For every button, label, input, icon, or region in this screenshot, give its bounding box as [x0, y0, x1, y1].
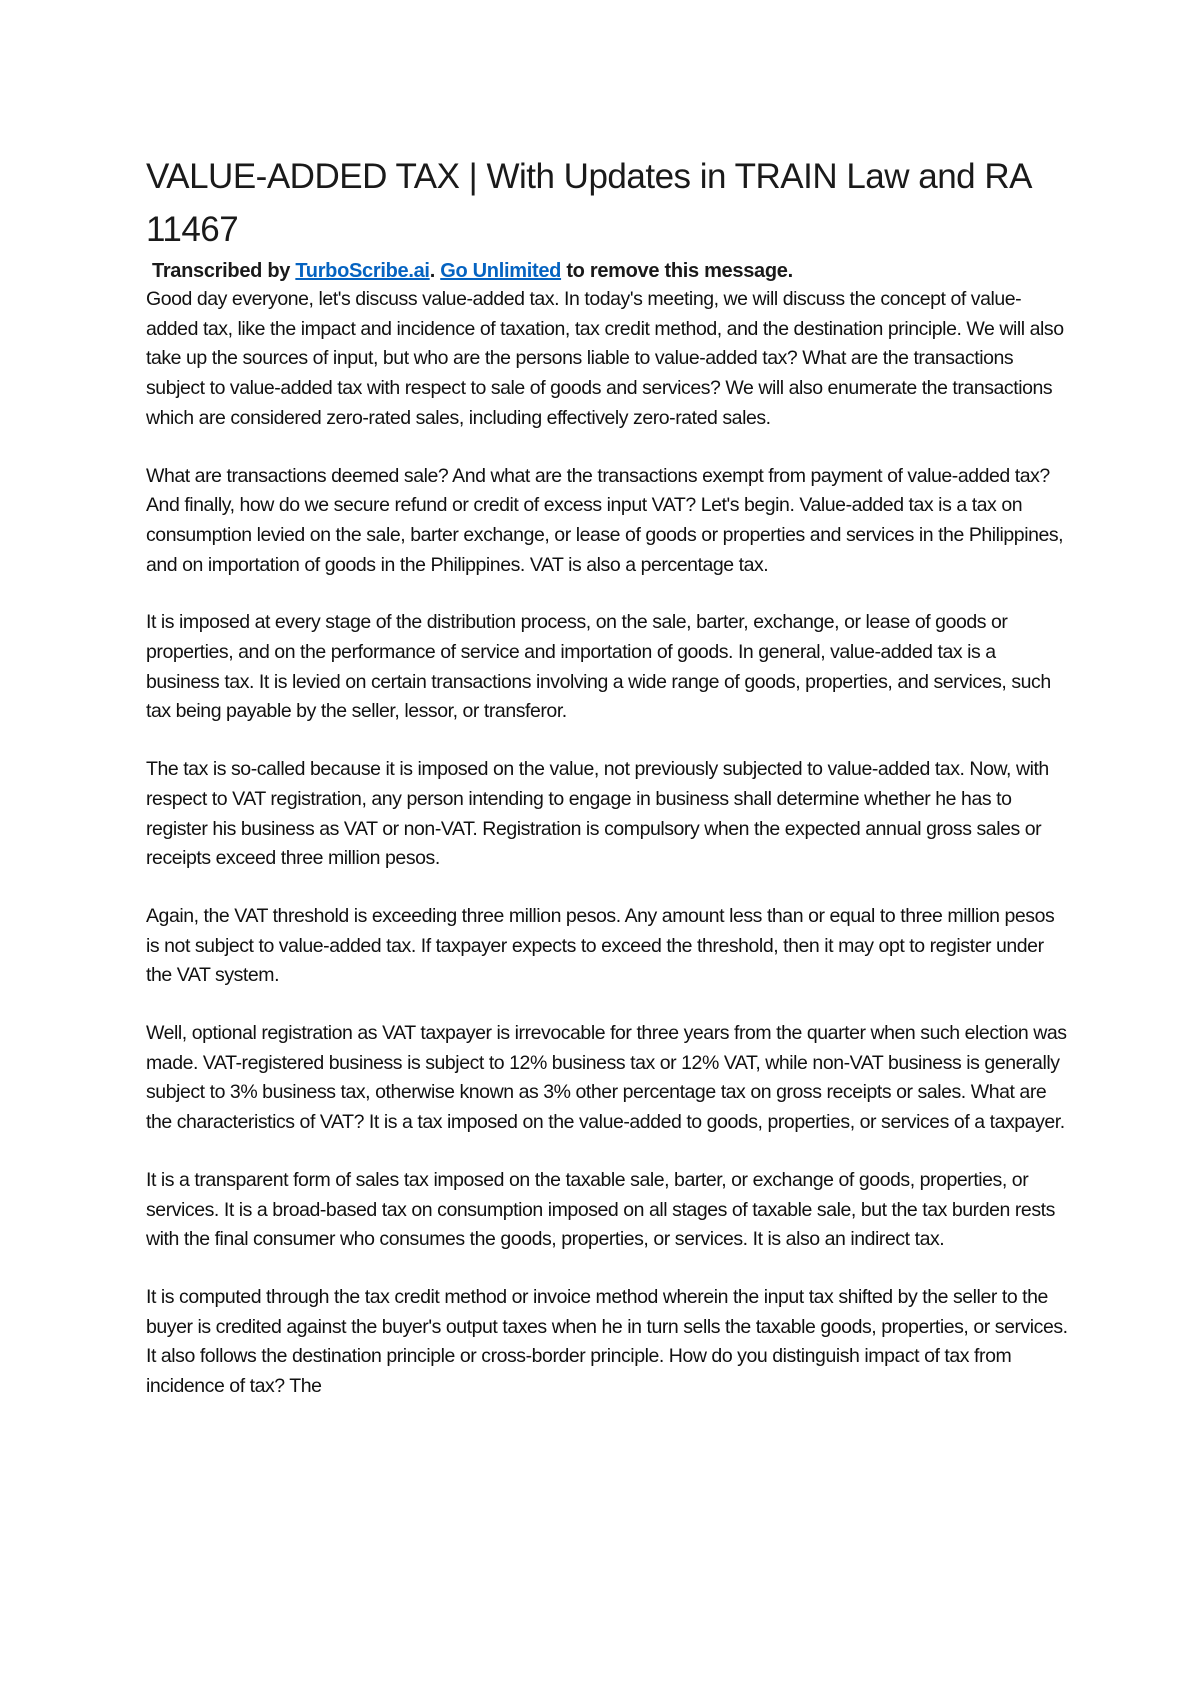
paragraph: Well, optional registration as VAT taxpayer is irrevocable for three years from the quarter when such election was made. VAT-registered business is subject to 12% business tax or 12% VAT, while non-VAT business is generally subject to 3% business tax, otherwise known as 3% other percentage tax on gross receipts or sales. What are the characteristics of VAT? It is a tax imposed on the value-added to goods, properties, or services of a taxpayer. — [146, 1022, 1067, 1134]
paragraph: The tax is so-called because it is imposed on the value, not previously subjected to value-added tax. Now, with respect to VAT registration, any person intending to engage in business shall determine whether he has to register his business as VAT or non-VAT. Registration is compulsory when the expected annual gross sales or receipts exceed three million pesos. — [146, 758, 1049, 870]
notice-middle: . — [429, 260, 441, 282]
paragraph: Again, the VAT threshold is exceeding three million pesos. Any amount less than or equal to three million pesos is not subject to value-added tax. If taxpayer expects to exceed the threshold, then it may opt to register under the VAT system. — [146, 904, 1055, 987]
turboscribe-link[interactable]: TurboScribe.ai — [295, 260, 430, 282]
paragraph: It is imposed at every stage of the distribution process, on the sale, barter, exchange, or lease of goods or properties, and on the performance of service and importation of goods. In general, value-added tax is a business tax. It is levied on certain transactions involving a wide range of goods, properties, and services, such tax being payable by the seller, lessor, or transferor. — [146, 611, 1051, 723]
paragraph: It is a transparent form of sales tax imposed on the taxable sale, barter, or exchange of goods, properties, or services. It is a broad-based tax on consumption imposed on all stages of taxable sale, but the tax burden rests with the final consumer who consumes the goods, properties, or services. It is also an indirect tax. — [146, 1168, 1055, 1251]
paragraph: What are transactions deemed sale? And what are the transactions exempt from payment of value-added tax? And finally, how do we secure refund or credit of excess input VAT? Let's begin. Value-added tax is a tax on consumption levied on the sale, barter exchange, or lease of goods or properties and services in the Philippines, and on importation of goods in the Philippines. VAT is also a percentage tax. — [146, 464, 1064, 576]
paragraph: It is computed through the tax credit method or invoice method wherein the input tax shifted by the seller to the buyer is credited against the buyer's output taxes when he in turn sells the taxable goods, properties, or services. It also follows the destination principle or cross-border principle. How do you distinguish impact of tax from incidence of tax? The — [146, 1285, 1068, 1398]
notice-suffix: to remove this message. — [561, 260, 793, 282]
notice-prefix: Transcribed by — [152, 260, 296, 282]
go-unlimited-link[interactable]: Go Unlimited — [440, 260, 562, 282]
document-content — [146, 150, 1071, 1430]
transcription-notice — [152, 258, 1071, 285]
document-title: VALUE-ADDED TAX | With Updates in TRAIN Law and RA 11467 — [146, 157, 1031, 249]
paragraph: Good day everyone, let's discuss value-added tax. In today's meeting, we will discuss the concept of value-added tax, like the impact and incidence of taxation, tax credit method, and the destination principle. We will also take up the sources of input, but who are the persons liable to value-added tax? What are the transactions subject to value-added tax with respect to sale of goods and services? We will also enumerate the transactions which are considered zero-rated sales, including effectively zero-rated sales. — [146, 288, 1064, 429]
